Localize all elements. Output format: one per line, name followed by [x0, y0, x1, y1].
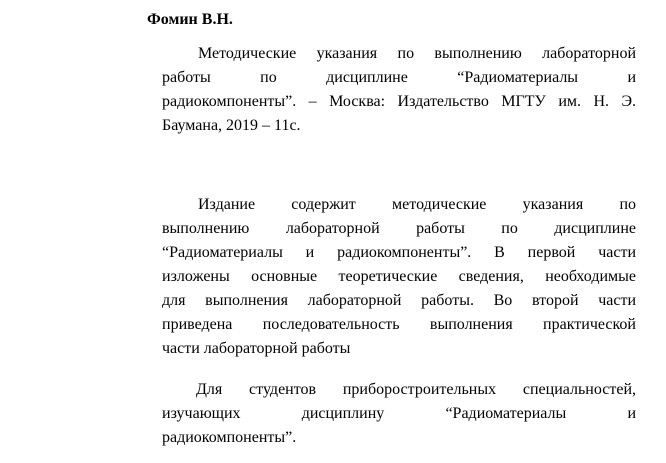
abstract-line: изложены основные теоретические сведения, необходимые [162, 268, 636, 285]
citation-line: работы по дисциплине “Радиоматериалы и [162, 69, 636, 86]
audience-line: изучающих дисциплину “Радиоматериалы и [162, 405, 636, 422]
abstract-paragraph [162, 193, 636, 361]
abstract-line: “Радиоматериалы и радиокомпоненты”. В первой части [162, 244, 636, 261]
abstract-line: для выполнения лабораторной работы. Во второй части [162, 292, 636, 309]
author-name: Фомин В.Н. [147, 11, 233, 28]
abstract-line: выполнению лабораторной работы по дисциплине [162, 220, 636, 237]
citation-line: радиокомпоненты”. – Москва: Издательство МГТУ им. Н. Э. [162, 93, 636, 110]
audience-line: Для студентов приборостроительных специальностей, [196, 381, 636, 398]
citation-line: Баумана, 2019 – 11с. [162, 117, 301, 134]
citation-paragraph [162, 42, 636, 138]
abstract-line: приведена последовательность выполнения практической [162, 316, 636, 333]
abstract-line: части лабораторной работы [162, 340, 351, 357]
abstract-line: Издание содержит методические указания по [198, 196, 636, 213]
citation-line: Методические указания по выполнению лабораторной [198, 45, 636, 62]
audience-paragraph [162, 378, 636, 450]
audience-line: радиокомпоненты”. [162, 429, 297, 446]
